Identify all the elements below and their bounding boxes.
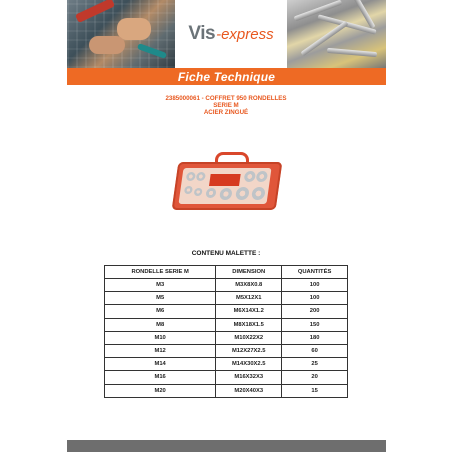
table-cell: M20 xyxy=(105,384,216,397)
table-header-row xyxy=(105,266,348,279)
table-cell: 60 xyxy=(282,344,348,357)
table-cell: M10 xyxy=(105,331,216,344)
footer-bar xyxy=(67,440,386,452)
table-cell: M12 xyxy=(105,344,216,357)
table-cell: 25 xyxy=(282,358,348,371)
brand-name-suffix: -express xyxy=(216,25,274,43)
table-row xyxy=(105,292,348,305)
product-material-line: ACIER ZINGUÉ xyxy=(203,109,249,116)
table-cell: M6 xyxy=(105,305,216,318)
table-cell: M3 xyxy=(105,279,216,292)
workbench-photo-icon xyxy=(67,0,175,68)
column-header: QUANTITÉS xyxy=(282,266,348,279)
product-ref-line: 2385000061 - COFFRET 950 RONDELLES xyxy=(165,95,287,102)
product-series-line: SERIE M xyxy=(213,102,239,109)
table-cell: M3X8X0.8 xyxy=(216,279,282,292)
table-cell: M12X27X2.5 xyxy=(216,344,282,357)
table-cell: M16 xyxy=(105,371,216,384)
table-cell: M14X30X2.5 xyxy=(216,358,282,371)
table-cell: 15 xyxy=(282,384,348,397)
table-row xyxy=(105,331,348,344)
washer-case-image-icon xyxy=(175,152,279,212)
table-cell: 150 xyxy=(282,318,348,331)
header-banner xyxy=(67,0,386,68)
table-cell: M14 xyxy=(105,358,216,371)
table-cell: M5 xyxy=(105,292,216,305)
brand-name-main: Vis xyxy=(188,23,216,44)
table-cell: M5X12X1 xyxy=(216,292,282,305)
table-cell: 100 xyxy=(282,279,348,292)
table-cell: 20 xyxy=(282,371,348,384)
table-cell: M8 xyxy=(105,318,216,331)
table-row xyxy=(105,384,348,397)
title-bar xyxy=(67,68,386,85)
table-cell: M6X14X1.2 xyxy=(216,305,282,318)
table-row xyxy=(105,371,348,384)
table-row xyxy=(105,305,348,318)
contents-table xyxy=(104,265,348,398)
column-header: RONDELLE SERIE M xyxy=(105,266,216,279)
table-row xyxy=(105,279,348,292)
brand-logo xyxy=(175,0,287,68)
table-cell: 200 xyxy=(282,305,348,318)
table-cell: M20X40X3 xyxy=(216,384,282,397)
column-header: DIMENSION xyxy=(216,266,282,279)
table-cell: M10X22X2 xyxy=(216,331,282,344)
table-cell: M16X32X3 xyxy=(216,371,282,384)
screws-photo-icon xyxy=(287,0,386,68)
table-row xyxy=(105,358,348,371)
contents-title: CONTENU MALETTE : xyxy=(191,250,261,257)
table-cell: 100 xyxy=(282,292,348,305)
table-cell: 180 xyxy=(282,331,348,344)
page-title: Fiche Technique xyxy=(177,69,276,84)
table-row xyxy=(105,344,348,357)
table-cell: M8X18X1.5 xyxy=(216,318,282,331)
table-row xyxy=(105,318,348,331)
